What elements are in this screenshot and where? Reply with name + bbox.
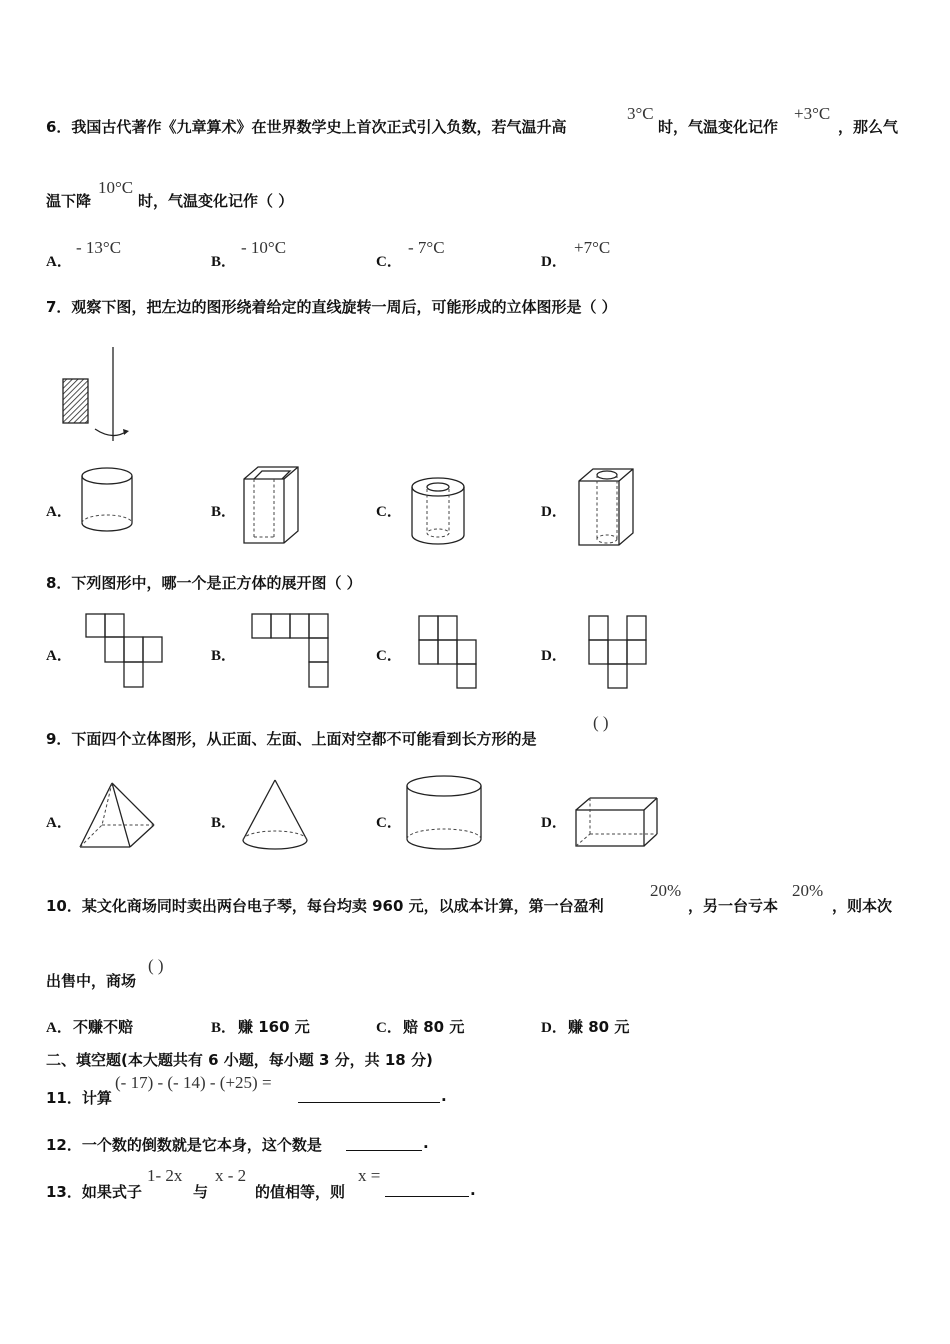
q12-suffix: . bbox=[423, 1134, 429, 1152]
q10-loss-percent: 20% bbox=[792, 881, 824, 900]
q10-line2: 出售中，商场 bbox=[46, 972, 137, 990]
q10-line1-part3: ，则本次 bbox=[832, 897, 893, 915]
q8-option-c-net bbox=[418, 614, 480, 692]
q6-option-a-value: - 13°C bbox=[76, 238, 122, 257]
q6-option-b-label: B． bbox=[211, 254, 237, 270]
q8-option-c-label: C． bbox=[376, 648, 402, 664]
q6-line1-part1: 6．我国古代著作《九章算术》在世界数学史上首次正式引入负数，若气温升高 bbox=[46, 118, 567, 136]
q11-prefix: 11．计算 bbox=[46, 1089, 112, 1107]
q10-option-a-value: 不赚不赔 bbox=[73, 1018, 134, 1036]
q6-temp-down: 10°C bbox=[98, 178, 134, 197]
q9-option-d-cuboid bbox=[574, 796, 660, 850]
q13-expression-3: x = bbox=[358, 1166, 381, 1185]
q10-option-d-label: D． bbox=[541, 1020, 567, 1036]
q6-option-a-label: A． bbox=[46, 254, 72, 270]
q6-option-c-value: - 7°C bbox=[408, 238, 445, 257]
q9-option-b-cone bbox=[240, 778, 310, 854]
q13-expression-2: x - 2 bbox=[215, 1166, 247, 1185]
q7-option-c-hollow-cylinder bbox=[410, 475, 470, 550]
q7-option-d-label: D． bbox=[541, 504, 567, 520]
q9-option-a-pyramid bbox=[76, 781, 158, 851]
q10-profit-percent: 20% bbox=[650, 881, 682, 900]
q7-option-a-cylinder bbox=[80, 466, 135, 536]
q8-option-a-net bbox=[85, 612, 165, 690]
q10-option-d-value: 赚 80 元 bbox=[568, 1018, 630, 1036]
q9-option-d-label: D． bbox=[541, 815, 567, 831]
q13-connector: 与 bbox=[193, 1183, 209, 1201]
q9-option-a-label: A． bbox=[46, 815, 72, 831]
section2-heading: 二、填空题(本大题共有 6 小题，每小题 3 分，共 18 分) bbox=[46, 1051, 433, 1069]
q13-middle-text: 的值相等，则 bbox=[255, 1183, 346, 1201]
q9-answer-paren: ( ) bbox=[593, 713, 609, 732]
q9-option-b-label: B． bbox=[211, 815, 237, 831]
q12-answer-blank[interactable] bbox=[346, 1150, 422, 1151]
q10-line1-part1: 10．某文化商场同时卖出两台电子琴，每台均卖 960 元，以成本计算，第一台盈利 bbox=[46, 897, 604, 915]
q10-option-b-label: B． bbox=[211, 1020, 237, 1036]
q13-expression-1: 1- 2x bbox=[147, 1166, 183, 1185]
q10-answer-paren: ( ) bbox=[148, 956, 164, 975]
q7-option-b-hollow-prism bbox=[240, 465, 302, 550]
q10-option-b-value: 赚 160 元 bbox=[238, 1018, 310, 1036]
q10-option-c-label: C． bbox=[376, 1020, 402, 1036]
q6-line1-part2: 时，气温变化记作 bbox=[658, 118, 779, 136]
q6-option-d-label: D． bbox=[541, 254, 567, 270]
q13-prefix: 13．如果式子 bbox=[46, 1183, 142, 1201]
q13-answer-blank[interactable] bbox=[385, 1196, 469, 1197]
q13-suffix: . bbox=[470, 1181, 476, 1199]
q9-question: 9．下面四个立体图形，从正面、左面、上面对空都不可能看到长方形的是 bbox=[46, 730, 537, 748]
q11-expression: (- 17) - (- 14) - (+25) = bbox=[115, 1073, 272, 1092]
q9-option-c-cylinder bbox=[405, 774, 485, 852]
q8-option-d-label: D． bbox=[541, 648, 567, 664]
q6-temp-up: 3°C bbox=[627, 104, 654, 123]
q7-rotation-figure bbox=[55, 345, 145, 445]
q6-option-d-value: +7°C bbox=[574, 238, 611, 257]
q6-option-b-value: - 10°C bbox=[241, 238, 287, 257]
q8-option-a-label: A． bbox=[46, 648, 72, 664]
q8-option-d-net bbox=[588, 614, 650, 692]
q11-answer-blank[interactable] bbox=[298, 1102, 440, 1103]
q12-question: 12．一个数的倒数就是它本身，这个数是 bbox=[46, 1136, 322, 1154]
q7-option-c-label: C． bbox=[376, 504, 402, 520]
q9-option-c-label: C． bbox=[376, 815, 402, 831]
q7-option-d-prism-with-hole bbox=[575, 465, 637, 550]
q7-option-b-label: B． bbox=[211, 504, 237, 520]
q7-option-a-label: A． bbox=[46, 504, 72, 520]
q10-line1-part2: ，另一台亏本 bbox=[688, 897, 779, 915]
q6-line2-part2: 时，气温变化记作（ ） bbox=[138, 192, 294, 210]
q6-temp-up-record: +3°C bbox=[794, 104, 831, 123]
q6-option-c-label: C． bbox=[376, 254, 402, 270]
q8-option-b-net bbox=[250, 612, 332, 690]
q7-question: 7．观察下图，把左边的图形绕着给定的直线旋转一周后，可能形成的立体图形是（ ） bbox=[46, 298, 617, 316]
q8-option-b-label: B． bbox=[211, 648, 237, 664]
q10-option-a-label: A． bbox=[46, 1020, 72, 1036]
q11-suffix: . bbox=[441, 1087, 447, 1105]
q10-option-c-value: 赔 80 元 bbox=[403, 1018, 465, 1036]
q6-line1-part3: ，那么气 bbox=[838, 118, 899, 136]
q6-line2-part1: 温下降 bbox=[46, 192, 92, 210]
q8-question: 8．下列图形中，哪一个是正方体的展开图（ ） bbox=[46, 574, 362, 592]
